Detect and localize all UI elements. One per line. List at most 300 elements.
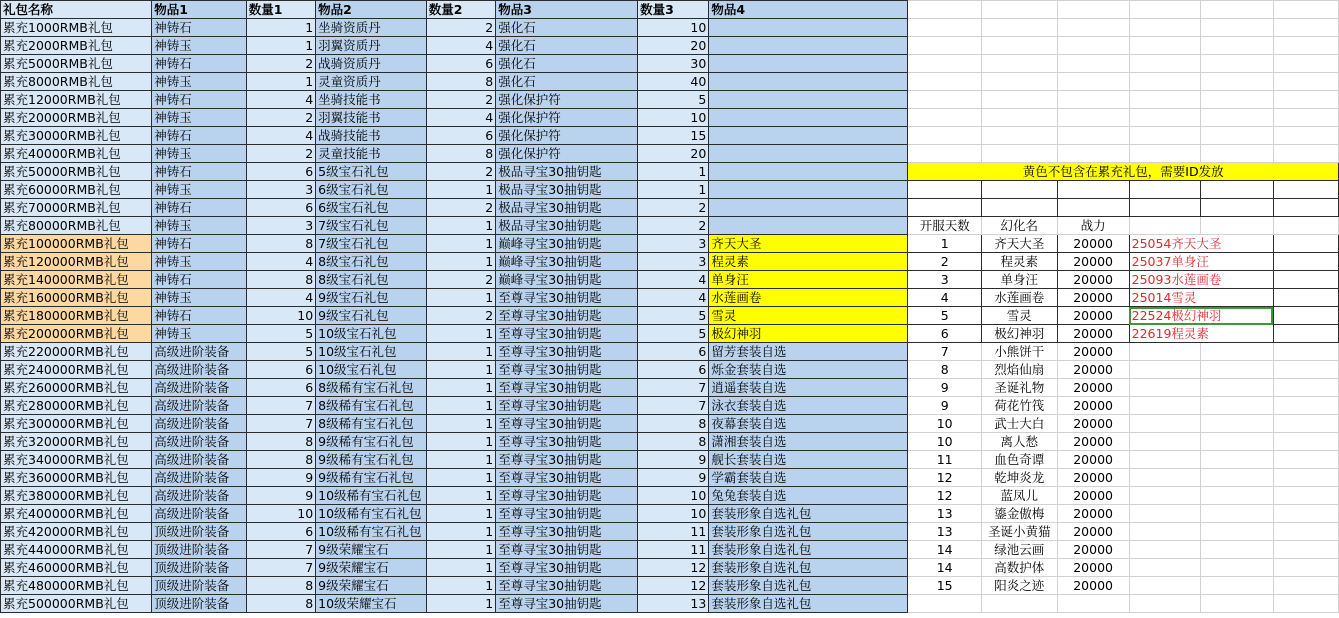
sheet-cell[interactable]: 1 xyxy=(426,289,495,307)
empty-cell[interactable] xyxy=(1273,523,1338,541)
empty-cell[interactable] xyxy=(908,181,982,199)
gift-pack-name-cell[interactable]: 累充2000RMB礼包 xyxy=(1,37,152,55)
sheet-cell[interactable]: 1 xyxy=(426,325,495,343)
empty-cell[interactable] xyxy=(1201,91,1274,109)
empty-cell[interactable] xyxy=(908,199,982,217)
gift-pack-name-cell[interactable]: 累充400000RMB礼包 xyxy=(1,505,152,523)
empty-cell[interactable] xyxy=(1057,181,1129,199)
sheet-cell[interactable]: 雪灵 xyxy=(709,307,908,325)
side-cell[interactable]: 8 xyxy=(908,361,982,379)
sheet-cell[interactable]: 高级进阶装备 xyxy=(152,433,246,451)
gift-pack-name-cell[interactable]: 累充460000RMB礼包 xyxy=(1,559,152,577)
side-cell[interactable]: 20000 xyxy=(1057,523,1129,541)
empty-cell[interactable] xyxy=(1129,595,1201,613)
empty-cell[interactable] xyxy=(1129,505,1201,523)
side-cell[interactable]: 血色奇谭 xyxy=(982,451,1058,469)
sheet-cell[interactable]: 1 xyxy=(638,181,709,199)
sheet-cell[interactable]: 7 xyxy=(246,559,315,577)
sheet-cell[interactable]: 8 xyxy=(638,433,709,451)
empty-cell[interactable] xyxy=(1057,91,1129,109)
sheet-cell[interactable]: 神铸石 xyxy=(152,127,246,145)
empty-cell[interactable] xyxy=(1273,325,1338,343)
empty-cell[interactable] xyxy=(1273,235,1338,253)
sheet-cell[interactable] xyxy=(709,91,908,109)
id-note-cell[interactable]: 25014雪灵 xyxy=(1129,289,1273,307)
empty-cell[interactable] xyxy=(1201,433,1274,451)
empty-cell[interactable] xyxy=(1129,343,1201,361)
empty-cell[interactable] xyxy=(1201,397,1274,415)
sheet-cell[interactable] xyxy=(709,217,908,235)
sheet-cell[interactable]: 神铸石 xyxy=(152,55,246,73)
side-cell[interactable]: 程灵素 xyxy=(982,253,1058,271)
sheet-cell[interactable]: 强化石 xyxy=(496,55,638,73)
header-cell[interactable]: 物品2 xyxy=(316,1,427,19)
sheet-cell[interactable]: 10 xyxy=(638,505,709,523)
empty-cell[interactable] xyxy=(1201,181,1274,199)
empty-cell[interactable] xyxy=(1273,451,1338,469)
sheet-cell[interactable]: 顶级进阶装备 xyxy=(152,541,246,559)
empty-cell[interactable] xyxy=(1129,145,1201,163)
empty-cell[interactable] xyxy=(1129,1,1201,19)
sheet-cell[interactable]: 10级稀有宝石礼包 xyxy=(316,505,427,523)
sheet-cell[interactable]: 1 xyxy=(638,163,709,181)
sheet-cell[interactable]: 至尊寻宝30抽钥匙 xyxy=(496,451,638,469)
empty-cell[interactable] xyxy=(1273,505,1338,523)
gift-pack-name-cell[interactable]: 累充220000RMB礼包 xyxy=(1,343,152,361)
sheet-cell[interactable]: 高级进阶装备 xyxy=(152,361,246,379)
sheet-cell[interactable]: 3 xyxy=(638,235,709,253)
sheet-cell[interactable]: 至尊寻宝30抽钥匙 xyxy=(496,523,638,541)
empty-cell[interactable] xyxy=(1273,577,1338,595)
empty-cell[interactable] xyxy=(1273,487,1338,505)
sheet-cell[interactable]: 6级宝石礼包 xyxy=(316,199,427,217)
sheet-cell[interactable]: 1 xyxy=(426,451,495,469)
gift-pack-name-cell[interactable]: 累充420000RMB礼包 xyxy=(1,523,152,541)
sheet-cell[interactable]: 40 xyxy=(638,73,709,91)
empty-cell[interactable] xyxy=(1273,109,1338,127)
sheet-cell[interactable]: 6 xyxy=(638,343,709,361)
side-cell[interactable]: 20000 xyxy=(1057,289,1129,307)
sheet-cell[interactable]: 高级进阶装备 xyxy=(152,397,246,415)
sheet-cell[interactable] xyxy=(709,199,908,217)
sheet-cell[interactable]: 顶级进阶装备 xyxy=(152,559,246,577)
empty-cell[interactable] xyxy=(982,19,1058,37)
sheet-cell[interactable]: 4 xyxy=(246,127,315,145)
empty-cell[interactable] xyxy=(982,181,1058,199)
sheet-cell[interactable]: 神铸玉 xyxy=(152,289,246,307)
sheet-cell[interactable]: 5级宝石礼包 xyxy=(316,163,427,181)
header-cell[interactable]: 物品1 xyxy=(152,1,246,19)
sheet-cell[interactable]: 至尊寻宝30抽钥匙 xyxy=(496,433,638,451)
empty-cell[interactable] xyxy=(982,73,1058,91)
sheet-cell[interactable]: 套装形象自选礼包 xyxy=(709,577,908,595)
sheet-cell[interactable] xyxy=(709,109,908,127)
sheet-cell[interactable]: 1 xyxy=(426,379,495,397)
sheet-cell[interactable]: 8级宝石礼包 xyxy=(316,271,427,289)
sheet-cell[interactable]: 极品寻宝30抽钥匙 xyxy=(496,217,638,235)
side-cell[interactable]: 乾坤炎龙 xyxy=(982,469,1058,487)
sheet-cell[interactable]: 9级荣耀宝石 xyxy=(316,577,427,595)
sheet-cell[interactable]: 神铸玉 xyxy=(152,109,246,127)
sheet-cell[interactable] xyxy=(709,127,908,145)
sheet-cell[interactable]: 7级宝石礼包 xyxy=(316,235,427,253)
side-cell[interactable]: 20000 xyxy=(1057,325,1129,343)
sheet-cell[interactable]: 1 xyxy=(426,541,495,559)
sheet-cell[interactable]: 5 xyxy=(246,325,315,343)
sheet-cell[interactable]: 10级稀有宝石礼包 xyxy=(316,487,427,505)
sheet-cell[interactable]: 10 xyxy=(638,487,709,505)
empty-cell[interactable] xyxy=(1201,451,1274,469)
sheet-cell[interactable]: 高级进阶装备 xyxy=(152,469,246,487)
sheet-cell[interactable]: 学霸套装自选 xyxy=(709,469,908,487)
side-cell[interactable]: 阳炎之迹 xyxy=(982,577,1058,595)
sheet-cell[interactable]: 9级荣耀宝石 xyxy=(316,559,427,577)
sheet-cell[interactable]: 2 xyxy=(638,217,709,235)
sheet-cell[interactable]: 1 xyxy=(246,19,315,37)
empty-cell[interactable] xyxy=(908,109,982,127)
sheet-cell[interactable]: 神铸石 xyxy=(152,199,246,217)
sheet-cell[interactable]: 程灵素 xyxy=(709,253,908,271)
sheet-cell[interactable]: 舰长套装自选 xyxy=(709,451,908,469)
sheet-cell[interactable]: 至尊寻宝30抽钥匙 xyxy=(496,361,638,379)
empty-cell[interactable] xyxy=(1129,397,1201,415)
side-cell[interactable] xyxy=(908,595,982,613)
sheet-cell[interactable]: 至尊寻宝30抽钥匙 xyxy=(496,289,638,307)
id-note-cell[interactable]: 25093水莲画卷 xyxy=(1129,271,1273,289)
side-cell[interactable] xyxy=(1057,595,1129,613)
empty-cell[interactable] xyxy=(1273,55,1338,73)
empty-cell[interactable] xyxy=(1129,109,1201,127)
sheet-cell[interactable]: 7 xyxy=(246,397,315,415)
empty-cell[interactable] xyxy=(1129,37,1201,55)
empty-cell[interactable] xyxy=(1273,361,1338,379)
sheet-cell[interactable]: 6级宝石礼包 xyxy=(316,181,427,199)
empty-cell[interactable] xyxy=(1129,361,1201,379)
empty-cell[interactable] xyxy=(1273,19,1338,37)
sheet-cell[interactable]: 高级进阶装备 xyxy=(152,379,246,397)
sheet-cell[interactable]: 灵童资质丹 xyxy=(316,73,427,91)
sheet-cell[interactable]: 8 xyxy=(246,235,315,253)
empty-cell[interactable] xyxy=(1057,55,1129,73)
sheet-cell[interactable]: 8 xyxy=(246,577,315,595)
gift-pack-name-cell[interactable]: 累充50000RMB礼包 xyxy=(1,163,152,181)
empty-cell[interactable] xyxy=(1201,127,1274,145)
sheet-cell[interactable] xyxy=(709,73,908,91)
sheet-cell[interactable]: 4 xyxy=(426,37,495,55)
sheet-cell[interactable]: 30 xyxy=(638,55,709,73)
empty-cell[interactable] xyxy=(1201,109,1274,127)
side-cell[interactable]: 1 xyxy=(908,235,982,253)
sheet-cell[interactable]: 泳衣套装自选 xyxy=(709,397,908,415)
sheet-cell[interactable]: 1 xyxy=(426,181,495,199)
side-cell[interactable]: 20000 xyxy=(1057,361,1129,379)
sheet-cell[interactable]: 水莲画卷 xyxy=(709,289,908,307)
sheet-cell[interactable]: 9 xyxy=(246,469,315,487)
sheet-cell[interactable]: 至尊寻宝30抽钥匙 xyxy=(496,487,638,505)
sheet-cell[interactable]: 潇湘套装自选 xyxy=(709,433,908,451)
sheet-cell[interactable]: 10级稀有宝石礼包 xyxy=(316,523,427,541)
side-cell[interactable]: 13 xyxy=(908,505,982,523)
sheet-cell[interactable]: 2 xyxy=(246,145,315,163)
sheet-cell[interactable]: 9级宝石礼包 xyxy=(316,307,427,325)
side-cell[interactable]: 20000 xyxy=(1057,559,1129,577)
side-cell[interactable]: 蓝凤儿 xyxy=(982,487,1058,505)
empty-cell[interactable] xyxy=(908,19,982,37)
gift-pack-name-cell[interactable]: 累充480000RMB礼包 xyxy=(1,577,152,595)
empty-cell[interactable] xyxy=(1273,271,1338,289)
sheet-cell[interactable]: 4 xyxy=(246,91,315,109)
sheet-cell[interactable]: 6 xyxy=(246,379,315,397)
sheet-cell[interactable]: 极品寻宝30抽钥匙 xyxy=(496,163,638,181)
empty-cell[interactable] xyxy=(1201,577,1274,595)
side-cell[interactable]: 烈焰仙扇 xyxy=(982,361,1058,379)
empty-cell[interactable] xyxy=(908,37,982,55)
sheet-cell[interactable]: 9 xyxy=(246,487,315,505)
side-cell[interactable]: 5 xyxy=(908,307,982,325)
empty-cell[interactable] xyxy=(1273,343,1338,361)
empty-cell[interactable] xyxy=(1201,19,1274,37)
sheet-cell[interactable]: 10 xyxy=(246,307,315,325)
sheet-cell[interactable]: 10级宝石礼包 xyxy=(316,343,427,361)
sheet-cell[interactable]: 1 xyxy=(426,523,495,541)
sheet-cell[interactable]: 8 xyxy=(426,73,495,91)
side-cell[interactable]: 小熊饼干 xyxy=(982,343,1058,361)
sheet-cell[interactable]: 9级稀有宝石礼包 xyxy=(316,469,427,487)
empty-cell[interactable] xyxy=(982,37,1058,55)
side-cell[interactable]: 离人愁 xyxy=(982,433,1058,451)
sheet-cell[interactable]: 12 xyxy=(638,559,709,577)
side-cell[interactable]: 3 xyxy=(908,271,982,289)
empty-cell[interactable] xyxy=(1201,37,1274,55)
side-cell[interactable]: 高数护体 xyxy=(982,559,1058,577)
sheet-cell[interactable]: 8级稀有宝石礼包 xyxy=(316,397,427,415)
side-cell[interactable]: 4 xyxy=(908,289,982,307)
sheet-cell[interactable] xyxy=(709,55,908,73)
sheet-cell[interactable]: 2 xyxy=(246,109,315,127)
id-note-cell[interactable]: 22524极幻神羽 xyxy=(1129,307,1273,325)
side-cell[interactable]: 14 xyxy=(908,541,982,559)
header-cell[interactable]: 物品4 xyxy=(709,1,908,19)
empty-cell[interactable] xyxy=(1273,253,1338,271)
sheet-cell[interactable]: 强化保护符 xyxy=(496,109,638,127)
side-cell[interactable]: 20000 xyxy=(1057,469,1129,487)
sheet-cell[interactable]: 兔兔套装自选 xyxy=(709,487,908,505)
sheet-cell[interactable]: 强化石 xyxy=(496,19,638,37)
sheet-cell[interactable]: 1 xyxy=(246,73,315,91)
gift-pack-name-cell[interactable]: 累充440000RMB礼包 xyxy=(1,541,152,559)
sheet-cell[interactable]: 2 xyxy=(426,163,495,181)
empty-cell[interactable] xyxy=(1273,541,1338,559)
empty-cell[interactable] xyxy=(1129,19,1201,37)
empty-cell[interactable] xyxy=(1273,1,1338,19)
sheet-cell[interactable]: 巅峰寻宝30抽钥匙 xyxy=(496,235,638,253)
sheet-cell[interactable]: 神铸玉 xyxy=(152,145,246,163)
sheet-cell[interactable]: 7 xyxy=(246,415,315,433)
sheet-cell[interactable]: 至尊寻宝30抽钥匙 xyxy=(496,577,638,595)
sheet-cell[interactable]: 4 xyxy=(246,253,315,271)
sheet-cell[interactable]: 11 xyxy=(638,523,709,541)
sheet-cell[interactable]: 8 xyxy=(246,433,315,451)
gift-pack-name-cell[interactable]: 累充70000RMB礼包 xyxy=(1,199,152,217)
empty-cell[interactable] xyxy=(1201,487,1274,505)
empty-cell[interactable] xyxy=(982,145,1058,163)
empty-cell[interactable] xyxy=(982,55,1058,73)
header-cell[interactable]: 礼包名称 xyxy=(1,1,152,19)
empty-cell[interactable] xyxy=(908,91,982,109)
sheet-cell[interactable]: 2 xyxy=(638,199,709,217)
sheet-cell[interactable]: 7级宝石礼包 xyxy=(316,217,427,235)
sheet-cell[interactable]: 9 xyxy=(638,469,709,487)
sheet-cell[interactable]: 神铸石 xyxy=(152,235,246,253)
empty-cell[interactable] xyxy=(1201,541,1274,559)
side-cell[interactable]: 20000 xyxy=(1057,397,1129,415)
sheet-cell[interactable]: 10级荣耀宝石 xyxy=(316,595,427,613)
side-cell[interactable]: 20000 xyxy=(1057,379,1129,397)
sheet-cell[interactable]: 1 xyxy=(426,577,495,595)
sheet-cell[interactable]: 8 xyxy=(246,595,315,613)
sheet-cell[interactable]: 7 xyxy=(638,397,709,415)
sheet-cell[interactable]: 8级宝石礼包 xyxy=(316,253,427,271)
sheet-cell[interactable]: 9级稀有宝石礼包 xyxy=(316,433,427,451)
side-cell[interactable]: 7 xyxy=(908,343,982,361)
sheet-cell[interactable]: 6 xyxy=(426,127,495,145)
side-cell[interactable]: 20000 xyxy=(1057,541,1129,559)
header-cell[interactable]: 物品3 xyxy=(496,1,638,19)
sheet-cell[interactable]: 羽翼技能书 xyxy=(316,109,427,127)
empty-cell[interactable] xyxy=(1129,415,1201,433)
sheet-cell[interactable]: 1 xyxy=(426,487,495,505)
sheet-cell[interactable]: 顶级进阶装备 xyxy=(152,577,246,595)
sheet-cell[interactable]: 坐骑技能书 xyxy=(316,91,427,109)
sheet-cell[interactable]: 神铸玉 xyxy=(152,253,246,271)
sheet-cell[interactable]: 2 xyxy=(246,55,315,73)
sheet-cell[interactable]: 8 xyxy=(246,271,315,289)
sheet-cell[interactable]: 9级稀有宝石礼包 xyxy=(316,451,427,469)
empty-cell[interactable] xyxy=(1129,55,1201,73)
sheet-cell[interactable]: 至尊寻宝30抽钥匙 xyxy=(496,541,638,559)
sheet-cell[interactable]: 战骑资质丹 xyxy=(316,55,427,73)
side-cell[interactable]: 水莲画卷 xyxy=(982,289,1058,307)
side-cell[interactable]: 20000 xyxy=(1057,235,1129,253)
gift-pack-name-cell[interactable]: 累充60000RMB礼包 xyxy=(1,181,152,199)
sheet-cell[interactable]: 单身汪 xyxy=(709,271,908,289)
sheet-cell[interactable]: 1 xyxy=(426,235,495,253)
sheet-cell[interactable]: 强化保护符 xyxy=(496,91,638,109)
empty-cell[interactable] xyxy=(1129,487,1201,505)
side-cell[interactable]: 鎏金傲梅 xyxy=(982,505,1058,523)
side-cell[interactable]: 6 xyxy=(908,325,982,343)
gift-pack-name-cell[interactable]: 累充300000RMB礼包 xyxy=(1,415,152,433)
sheet-cell[interactable]: 羽翼资质丹 xyxy=(316,37,427,55)
empty-cell[interactable] xyxy=(1129,91,1201,109)
sheet-cell[interactable]: 6 xyxy=(246,163,315,181)
sheet-cell[interactable]: 战骑技能书 xyxy=(316,127,427,145)
side-cell[interactable]: 武士大白 xyxy=(982,415,1058,433)
sheet-cell[interactable]: 神铸玉 xyxy=(152,73,246,91)
empty-cell[interactable] xyxy=(1201,505,1274,523)
sheet-cell[interactable]: 1 xyxy=(426,361,495,379)
sheet-cell[interactable]: 极品寻宝30抽钥匙 xyxy=(496,199,638,217)
sheet-cell[interactable]: 强化石 xyxy=(496,37,638,55)
gift-pack-name-cell[interactable]: 累充360000RMB礼包 xyxy=(1,469,152,487)
empty-cell[interactable] xyxy=(1129,433,1201,451)
empty-cell[interactable] xyxy=(1201,73,1274,91)
id-note-cell[interactable]: 25054齐天大圣 xyxy=(1129,235,1273,253)
sheet-cell[interactable]: 5 xyxy=(638,325,709,343)
gift-pack-name-cell[interactable]: 累充500000RMB礼包 xyxy=(1,595,152,613)
empty-cell[interactable] xyxy=(1129,73,1201,91)
sheet-cell[interactable]: 神铸石 xyxy=(152,163,246,181)
empty-cell[interactable] xyxy=(1201,469,1274,487)
sheet-cell[interactable]: 10级宝石礼包 xyxy=(316,325,427,343)
sheet-cell[interactable]: 套装形象自选礼包 xyxy=(709,523,908,541)
notice-cell[interactable]: 黄色不包含在累充礼包，需要ID发放 xyxy=(908,163,1339,181)
sheet-cell[interactable]: 8 xyxy=(246,451,315,469)
sheet-cell[interactable]: 10 xyxy=(246,505,315,523)
side-cell[interactable]: 20000 xyxy=(1057,577,1129,595)
side-cell[interactable]: 13 xyxy=(908,523,982,541)
sheet-cell[interactable]: 6 xyxy=(426,55,495,73)
sheet-cell[interactable]: 至尊寻宝30抽钥匙 xyxy=(496,505,638,523)
gift-pack-name-cell[interactable]: 累充260000RMB礼包 xyxy=(1,379,152,397)
side-cell[interactable]: 14 xyxy=(908,559,982,577)
sheet-cell[interactable]: 高级进阶装备 xyxy=(152,505,246,523)
empty-cell[interactable] xyxy=(1273,397,1338,415)
side-cell[interactable]: 绿池云画 xyxy=(982,541,1058,559)
empty-cell[interactable] xyxy=(982,127,1058,145)
empty-cell[interactable] xyxy=(1273,559,1338,577)
sheet-cell[interactable]: 11 xyxy=(638,541,709,559)
sheet-cell[interactable]: 巅峰寻宝30抽钥匙 xyxy=(496,253,638,271)
gift-pack-name-cell[interactable]: 累充20000RMB礼包 xyxy=(1,109,152,127)
empty-cell[interactable] xyxy=(1201,559,1274,577)
empty-cell[interactable] xyxy=(1057,19,1129,37)
sheet-cell[interactable]: 20 xyxy=(638,145,709,163)
sheet-cell[interactable]: 套装形象自选礼包 xyxy=(709,559,908,577)
sheet-cell[interactable]: 2 xyxy=(426,271,495,289)
sheet-cell[interactable]: 8级稀有宝石礼包 xyxy=(316,415,427,433)
gift-pack-name-cell[interactable]: 累充240000RMB礼包 xyxy=(1,361,152,379)
empty-cell[interactable] xyxy=(1201,415,1274,433)
sheet-cell[interactable]: 至尊寻宝30抽钥匙 xyxy=(496,307,638,325)
empty-cell[interactable] xyxy=(1057,37,1129,55)
sheet-cell[interactable] xyxy=(709,163,908,181)
gift-pack-name-cell[interactable]: 累充5000RMB礼包 xyxy=(1,55,152,73)
empty-cell[interactable] xyxy=(1273,307,1338,325)
empty-cell[interactable] xyxy=(1129,559,1201,577)
side-cell[interactable]: 20000 xyxy=(1057,505,1129,523)
sheet-cell[interactable]: 4 xyxy=(426,109,495,127)
empty-cell[interactable] xyxy=(1273,289,1338,307)
sheet-cell[interactable]: 2 xyxy=(426,19,495,37)
empty-cell[interactable] xyxy=(1201,361,1274,379)
gift-pack-name-cell[interactable]: 累充160000RMB礼包 xyxy=(1,289,152,307)
empty-cell[interactable] xyxy=(1273,217,1338,235)
empty-cell[interactable] xyxy=(1201,217,1274,235)
sheet-cell[interactable]: 高级进阶装备 xyxy=(152,487,246,505)
sheet-cell[interactable]: 极幻神羽 xyxy=(709,325,908,343)
empty-cell[interactable] xyxy=(1273,199,1338,217)
sheet-cell[interactable] xyxy=(709,145,908,163)
sheet-cell[interactable]: 至尊寻宝30抽钥匙 xyxy=(496,325,638,343)
empty-cell[interactable] xyxy=(1273,145,1338,163)
sheet-cell[interactable]: 1 xyxy=(426,505,495,523)
empty-cell[interactable] xyxy=(908,145,982,163)
sheet-cell[interactable]: 6 xyxy=(246,361,315,379)
empty-cell[interactable] xyxy=(1273,379,1338,397)
sheet-cell[interactable]: 20 xyxy=(638,37,709,55)
sheet-cell[interactable]: 至尊寻宝30抽钥匙 xyxy=(496,469,638,487)
